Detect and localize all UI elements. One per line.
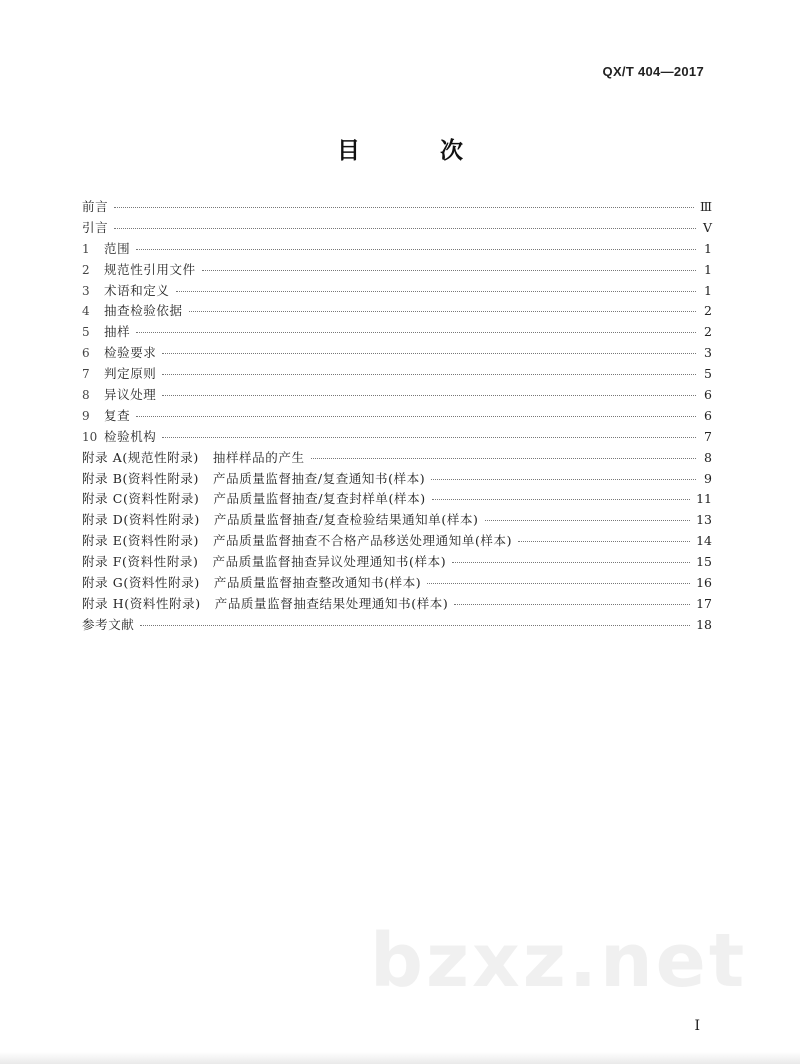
toc-entry-page: 15 [696,554,712,570]
toc-entry-number: 10 [82,429,98,444]
toc-entry[interactable] [82,448,712,469]
toc-entry[interactable] [82,594,712,615]
toc-entry-page: 8 [704,449,712,465]
toc-entry-subtitle: 产品质量监督抽查不合格产品移送处理通知单(样本) [212,533,513,549]
page-edge [0,1052,800,1064]
toc-entry[interactable] [82,385,712,406]
toc-entry[interactable] [82,427,712,448]
watermark: bzxz.net [370,918,748,1004]
toc-entry-label: 附录 E(资料性附录) [82,533,199,549]
toc-entry-number: 6 [82,346,90,361]
toc-entry-page: 17 [696,595,712,611]
toc-entry-page: 1 [704,261,712,277]
toc-entry[interactable] [82,469,712,490]
toc-entry[interactable] [82,573,712,594]
toc-entry-number: 7 [82,367,90,382]
toc-dot-leader [162,395,696,396]
page-number: I [694,1018,700,1034]
toc-entry[interactable] [82,531,712,552]
toc-entry-page: Ⅴ [702,219,712,235]
toc-entry-page: 2 [704,303,712,319]
toc-entry-label: 附录 C(资料性附录) [82,491,200,507]
toc-entry-label: 前言 [82,199,109,214]
toc-entry-page: 6 [704,387,712,403]
toc-dot-leader [136,249,696,250]
toc-dot-leader [311,458,696,459]
toc-entry[interactable] [82,364,712,385]
toc-entry[interactable] [82,343,712,364]
toc-entry-subtitle: 产品质量监督抽查异议处理通知书(样本) [212,554,447,570]
toc-entry[interactable] [82,197,712,218]
toc-entry-label: 术语和定义 [104,282,170,298]
toc-dot-leader [452,562,690,563]
toc-dot-leader [432,499,690,500]
toc-entry-label: 参考文献 [82,616,135,632]
toc-entry-label: 附录 D(资料性附录) [82,512,200,528]
toc-entry-subtitle: 产品质量监督抽查结果处理通知书(样本) [214,595,449,611]
toc-entry-subtitle: 产品质量监督抽查/复查检验结果通知单(样本) [213,512,479,528]
toc-entry-subtitle: 抽样样品的产生 [212,449,305,465]
toc-entry[interactable] [82,301,712,322]
toc-entry-label: 复查 [104,407,131,423]
toc-entry[interactable] [82,489,712,510]
toc-entry-subtitle: 产品质量监督抽查/复查通知书(样本) [213,470,426,486]
toc-dot-leader [136,416,696,417]
toc-dot-leader [162,437,696,438]
toc-dot-leader [431,479,696,480]
toc-entry-page: 9 [704,470,712,486]
toc-entry[interactable] [82,239,712,260]
toc-dot-leader [162,374,696,375]
toc-entry-number: 1 [82,241,90,256]
toc-entry-label: 附录 H(资料性附录) [82,595,201,611]
toc-entry-label: 附录 G(资料性附录) [82,575,200,591]
toc-entry[interactable] [82,510,712,531]
toc-dot-leader [114,228,696,229]
toc-entry-label: 异议处理 [104,387,157,403]
toc-entry-page: 14 [696,533,712,549]
toc-dot-leader [136,332,696,333]
standard-code: QX/T 404—2017 [602,64,704,79]
toc-entry[interactable] [82,218,712,239]
toc-entry-page: 7 [704,428,712,444]
table-of-contents [82,197,712,636]
toc-entry-number: 4 [82,304,90,319]
toc-dot-leader [176,291,696,292]
toc-entry-number: 8 [82,388,90,403]
toc-entry-page: Ⅲ [699,199,712,214]
toc-entry-number: 5 [82,325,90,340]
toc-dot-leader [202,270,696,271]
toc-dot-leader [485,520,691,521]
toc-dot-leader [427,583,690,584]
toc-entry-label: 附录 A(规范性附录) [82,449,199,465]
toc-entry-number: 2 [82,262,90,277]
toc-entry-label: 附录 B(资料性附录) [82,470,200,486]
page-title: 目 次 [336,138,499,164]
toc-entry-subtitle: 产品质量监督抽查整改通知书(样本) [213,575,422,591]
toc-entry-label: 检验要求 [104,345,157,361]
toc-entry-page: 16 [696,575,712,591]
toc-dot-leader [518,541,690,542]
toc-entry-label: 抽查检验依据 [104,303,183,319]
toc-entry-number: 9 [82,408,90,423]
toc-entry[interactable] [82,260,712,281]
toc-entry[interactable] [82,322,712,343]
toc-entry-page: 2 [704,324,712,340]
toc-dot-leader [114,207,694,208]
toc-entry-page: 5 [704,366,712,382]
toc-entry-page: 18 [696,616,712,632]
toc-dot-leader [162,353,696,354]
toc-entry-page: 6 [704,407,712,423]
toc-entry[interactable] [82,552,712,573]
toc-entry-label: 抽样 [104,324,131,340]
toc-entry-label: 附录 F(资料性附录) [82,554,199,570]
toc-entry-page: 1 [704,240,712,256]
toc-entry-page: 11 [696,491,712,507]
toc-entry-label: 检验机构 [104,428,157,444]
toc-entry-label: 引言 [82,219,109,235]
toc-entry-page: 13 [696,512,712,528]
toc-entry-label: 范围 [104,240,131,256]
toc-entry[interactable] [82,615,712,636]
toc-entry-subtitle: 产品质量监督抽查/复查封样单(样本) [213,491,426,507]
toc-entry-label: 判定原则 [104,366,157,382]
toc-dot-leader [189,311,696,312]
toc-entry-label: 规范性引用文件 [104,261,196,277]
toc-entry[interactable] [82,281,712,302]
toc-dot-leader [454,604,690,605]
toc-entry-page: 3 [704,345,712,361]
toc-dot-leader [140,625,690,626]
toc-entry[interactable] [82,406,712,427]
toc-entry-page: 1 [704,282,712,298]
toc-entry-number: 3 [82,283,90,298]
